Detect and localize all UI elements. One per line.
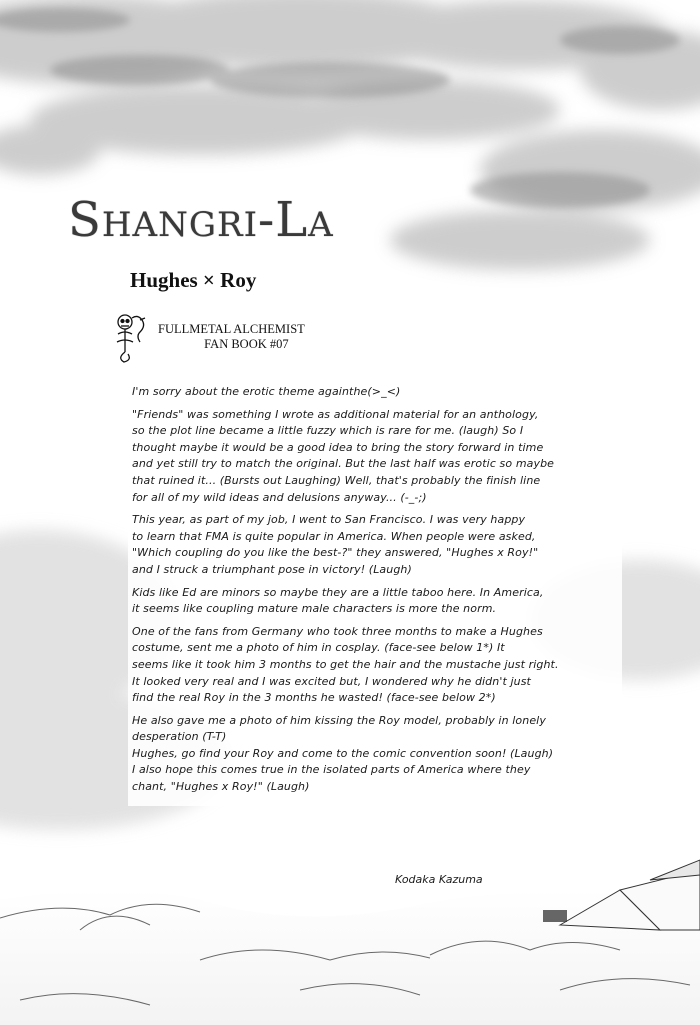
letter-paragraph: "Friends" was something I wrote as additional material for an anthology, so the plot line became a little fuzzy which is rare for me. (laugh) So I thought maybe it would be a good idea to bring the story forward in time and yet still try to match the original. But the last half was erotic so maybe that ruined it... (Bursts out Laughing) Well, that's probably the finish line for all of my wild ideas and delusions anyway... (-_-;) <box>132 407 555 504</box>
letter-paragraph: This year, as part of my job, I went to San Francisco. I was very happy to learn that FMA is quite popular in America. When people were asked, "Which coupling do you like the best-?" they answered, "Hughes x Roy!" and I struck a triumphant pose in victory! (Laugh) <box>132 513 539 576</box>
page-title: Shangri-La <box>68 192 334 248</box>
letter-paragraph: He also gave me a photo of him kissing the Roy model, probably in lonely desperation (T-T) Hughes, go find your Roy and come to the comic convention soon! (Laugh) I also hope this comes true in the isolated parts of America where they chant, "Hughes x Roy!" (Laugh) <box>132 713 554 794</box>
author-signature: Kodaka Kazuma <box>395 873 483 886</box>
series-name: FULLMETAL ALCHEMIST <box>158 322 305 336</box>
alchemist-emblem-icon <box>112 312 150 364</box>
letter-paragraph: Kids like Ed are minors so maybe they are a little taboo here. In America, it seems like coupling mature male characters is more the norm. <box>132 585 544 616</box>
series-volume: FAN BOOK #07 <box>204 337 289 351</box>
author-letter <box>128 382 622 806</box>
pairing-subtitle: Hughes × Roy <box>130 268 257 292</box>
letter-paragraph: I'm sorry about the erotic theme againthe(>_<) <box>132 385 401 398</box>
series-label <box>158 322 305 352</box>
letter-paragraph: One of the fans from Germany who took three months to make a Hughes costume, sent me a photo of him in cosplay. (face-see below 1*) It seems like it took him 3 months to get the hair and the mustache just right. It looked very real and I was excited but, I wondered why he didn't just find the real Roy in the 3 months he wasted! (face-see below 2*) <box>132 624 559 705</box>
